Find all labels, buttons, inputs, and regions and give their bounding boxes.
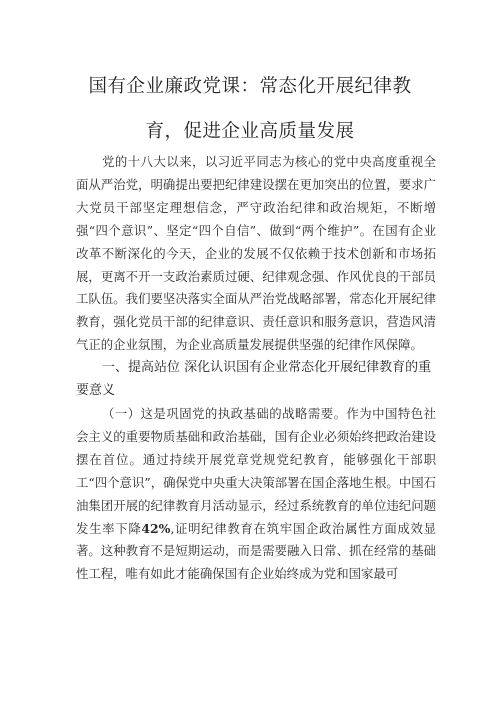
intro-paragraph: 党的十八大以来，以习近平同志为核心的党中央高度重视全面从严治党，明确提出要把纪律建设摆在更加突出的位置，要求广大党员干部坚定理想信念，严守政治纪律和政治规矩，不断增强“四个意识”、坚定“四个自信”、做到“两个维护”。在国有企业改革不断深化的今天，企业的发展不仅依赖于技术创新和市场拓展，更离不开一支政治素质过硬、纪律观念强、作风优良的干部员工队伍。我们要坚决落实全面从严治党战略部署，常态化开展纪律教育，强化党员干部的纪律意识、责任意识和服务意识，营造风清气正的企业氛围，为企业高质量发展提供坚强的纪律作风保障。 — [76, 154, 436, 353]
statistic-value: 42% — [141, 520, 171, 536]
document-title-line-2: 育，促进企业高质量发展 — [145, 121, 355, 142]
subsection-text-part-1: （一）这是巩固党的执政基础的战略需要。作为中国特色社会主义的重要物质基础和政治基础，国有企业必须始终把政治建设摆在首位。通过持续开展党章党规党纪教育，能够强化干部职工“四个意识”，确保党中央重大决策部署在国企落地生根。中国石油集团开展的纪律教育月活动显示，经过系统教育的单位违纪问题发生率下降 — [76, 405, 436, 536]
document-body — [76, 151, 436, 586]
subsection-text-part-2: ,证明纪律教育在筑牢国企政治属性方面成效显著。这种教育不是短期运动，而是需要融入日常、抓在经常的基础性工程，唯有如此才能确保国有企业始终成为党和国家最可 — [76, 520, 436, 582]
section-heading-1: 一、提高站位 深化认识国有企业常态化开展纪律教育的重要意义 — [76, 360, 432, 399]
subsection-paragraph-1 — [76, 403, 436, 586]
document-title-line-1: 国有企业廉政党课：常态化开展纪律教 — [88, 76, 412, 97]
